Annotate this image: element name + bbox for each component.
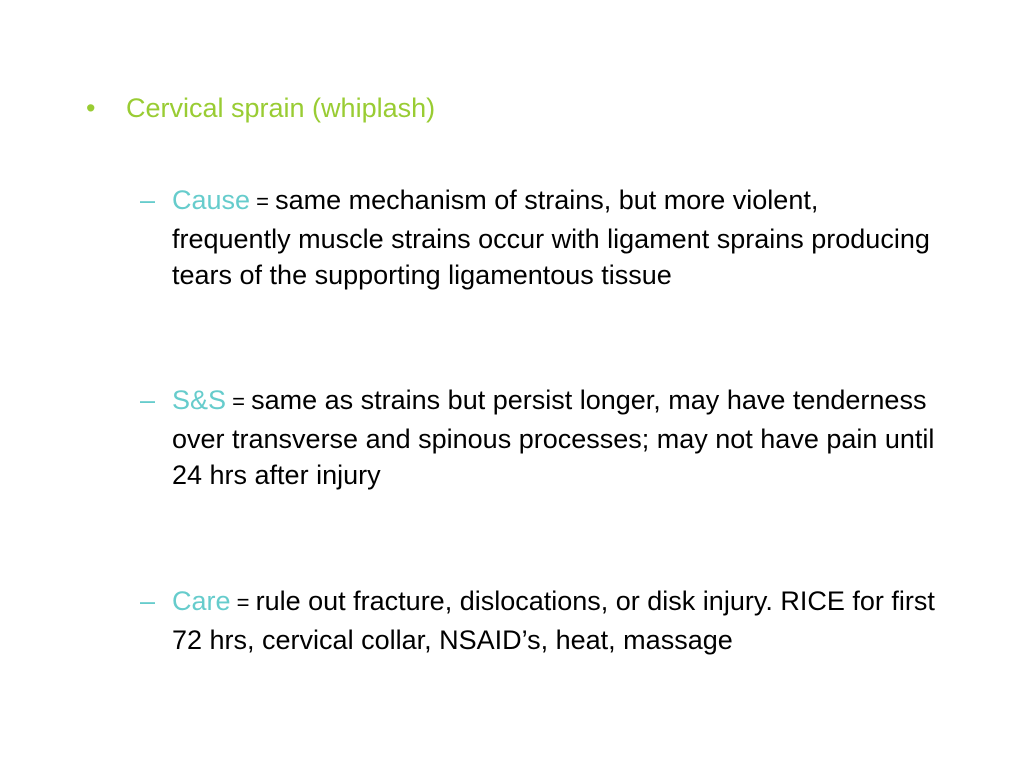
- sub-bullet-content: [172, 182, 937, 294]
- sub-bullet-marker: –: [140, 185, 156, 215]
- sub-bullet-care: [140, 583, 940, 658]
- equals-separator: =: [230, 590, 256, 615]
- sub-bullet-content: [172, 583, 937, 658]
- sub-bullet-marker: –: [140, 586, 156, 616]
- term-care: Care: [172, 586, 231, 616]
- equals-separator: =: [250, 189, 276, 214]
- equals-separator: =: [226, 389, 252, 414]
- sub-bullet-cause: [140, 182, 940, 294]
- sub-bullet-marker: –: [140, 385, 156, 415]
- description-signs-symptoms: same as strains but persist longer, may have tenderness over transverse and spinous processes; may not have pain until 24 hrs after injury: [172, 385, 935, 490]
- description-care: rule out fracture, dislocations, or disk injury. RICE for first 72 hrs, cervical collar, NSAID’s, heat, massage: [172, 586, 935, 655]
- main-bullet: [86, 90, 435, 126]
- term-signs-symptoms: S&S: [172, 385, 227, 415]
- main-bullet-marker: •: [86, 93, 96, 123]
- main-bullet-text: Cervical sprain (whiplash): [126, 93, 436, 123]
- description-cause: same mechanism of strains, but more violent, frequently muscle strains occur with ligament sprains producing tears of the supporting ligamentous tissue: [172, 185, 930, 290]
- sub-bullet-signs-symptoms: [140, 382, 940, 494]
- term-cause: Cause: [172, 185, 251, 215]
- sub-bullet-content: [172, 382, 937, 494]
